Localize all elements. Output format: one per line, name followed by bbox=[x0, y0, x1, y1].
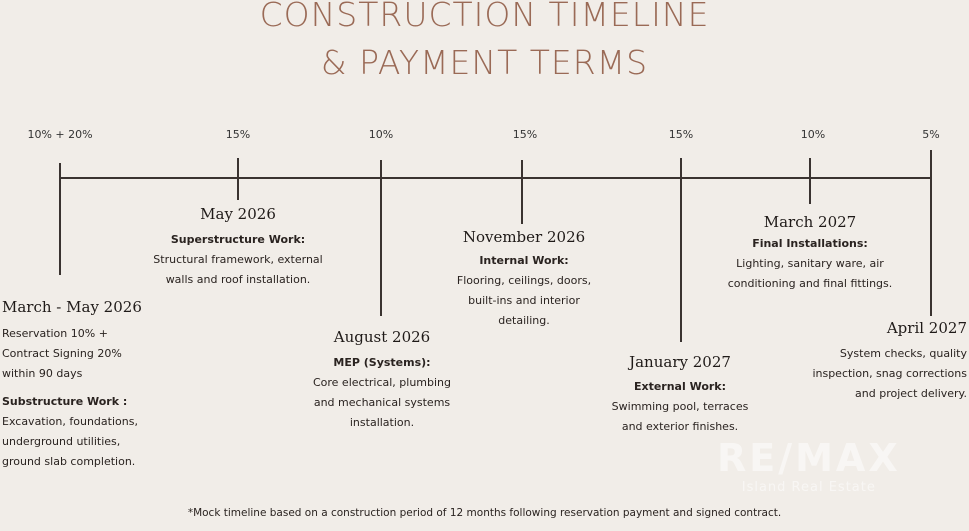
timeline-marker-2 bbox=[237, 158, 239, 200]
milestone-date: April 2027 bbox=[886, 319, 967, 337]
remax-watermark bbox=[717, 438, 901, 496]
timeline-marker-6 bbox=[809, 158, 811, 204]
milestone-heading: Final Installations: bbox=[752, 237, 868, 250]
milestone-january-2027: January 2027 External Work: Swimming pool, terraces and exterior finishes. bbox=[580, 351, 780, 437]
payment-percentage-3: 10% bbox=[368, 128, 394, 141]
timeline-marker-3 bbox=[380, 160, 382, 316]
page-subtitle: & PAYMENT TERMS bbox=[320, 43, 649, 82]
timeline-marker-5 bbox=[680, 158, 682, 342]
footnote: *Mock timeline based on a construction period of 12 months following reservation payment and signed contract. bbox=[187, 507, 782, 519]
milestone-date: January 2027 bbox=[629, 353, 731, 371]
page-title: CONSTRUCTION TIMELINE bbox=[259, 0, 710, 34]
payment-percentage-1: 10% + 20% bbox=[27, 128, 93, 141]
milestone-heading: MEP (Systems): bbox=[333, 356, 431, 369]
timeline-marker-1 bbox=[59, 163, 61, 275]
milestone-may-2026: May 2026 Superstructure Work: Structural framework, external walls and roof installation. bbox=[128, 203, 348, 290]
milestone-march-2027: March 2027 Final Installations: Lighting, sanitary ware, air conditioning and final fittings. bbox=[700, 211, 920, 294]
payment-percentage-7: 5% bbox=[922, 128, 940, 141]
milestone-november-2026: November 2026 Internal Work: Flooring, ceilings, doors, built-ins and interior detailing. bbox=[424, 226, 624, 331]
milestone-payment-note: Reservation 10% + Contract Signing 20% within 90 days bbox=[2, 327, 122, 380]
milestone-date: March - May 2026 bbox=[2, 298, 142, 316]
milestone-date: August 2026 bbox=[333, 328, 431, 346]
milestone-heading: Superstructure Work: bbox=[170, 233, 306, 246]
milestone-heading: External Work: bbox=[633, 380, 727, 393]
milestone-date: November 2026 bbox=[462, 228, 586, 246]
timeline-marker-4 bbox=[521, 160, 523, 224]
payment-percentage-6: 10% bbox=[800, 128, 826, 141]
payment-percentage-5: 15% bbox=[668, 128, 694, 141]
payment-percentage-2: 15% bbox=[225, 128, 251, 141]
watermark-office: Island Real Estate bbox=[741, 480, 876, 495]
watermark-brand: RE/MAX bbox=[717, 436, 901, 480]
timeline-axis bbox=[60, 177, 932, 179]
milestone-april-2027: April 2027 System checks, quality inspection, snag corrections and project delivery. bbox=[779, 317, 967, 404]
milestone-date: March 2027 bbox=[763, 213, 857, 231]
milestone-august-2026: August 2026 MEP (Systems): Core electrical, plumbing and mechanical systems installation. bbox=[282, 326, 482, 433]
milestone-heading: Substructure Work : bbox=[2, 395, 128, 408]
milestone-heading: Internal Work: bbox=[479, 254, 569, 267]
timeline-marker-7 bbox=[930, 150, 932, 316]
milestone-date: May 2026 bbox=[200, 205, 276, 223]
milestone-march-may-2026: March - May 2026 Reservation 10% + Contract Signing 20% within 90 days Substructure Work : Excavation, foundations, underground utilities, ground slab completion. bbox=[2, 296, 192, 472]
payment-percentage-4: 15% bbox=[512, 128, 538, 141]
